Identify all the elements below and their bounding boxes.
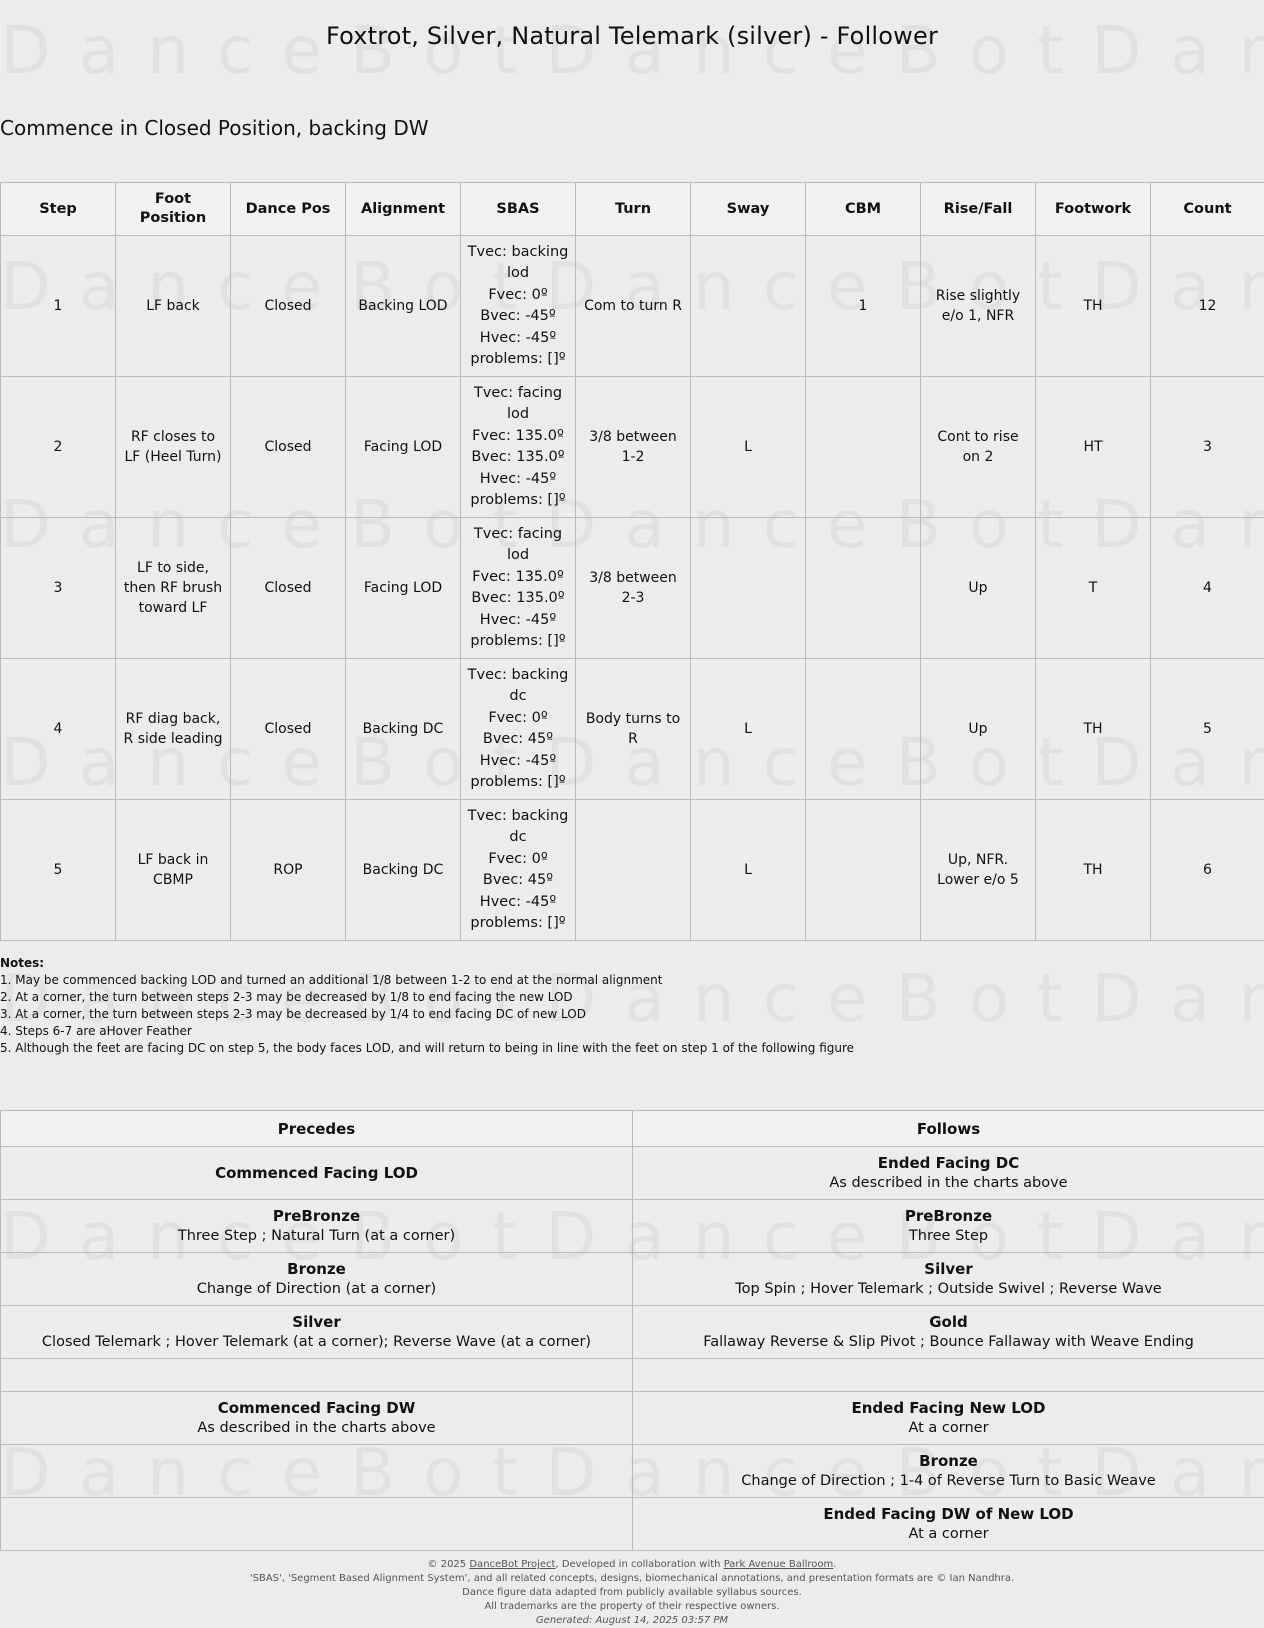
pf-cell-heading: Silver [924,1260,973,1278]
follows-cell [633,1359,1264,1392]
pf-cell-heading: Bronze [919,1452,978,1470]
sbas-line: Bvec: 135.0º [471,590,565,606]
pf-cell-description: Top Spin ; Hover Telemark ; Outside Swivel ; Reverse Wave [735,1281,1162,1297]
footwork-cell: TH [1036,800,1151,941]
dance-pos-cell: Closed [231,236,346,377]
sway-cell: L [691,800,806,941]
alignment-cell: Backing DC [346,659,461,800]
pf-header-row [1,1111,1264,1147]
pf-cell-heading: Ended Facing DC [877,1154,1020,1172]
pf-cell-heading: Commenced Facing DW [217,1399,416,1417]
cbm-cell [806,800,921,941]
col-header-turn: Turn [576,183,691,236]
foot-position-cell: LF back [116,236,231,377]
notes [0,955,1264,1057]
foot-position-cell: LF to side, then RF brush toward LF [116,518,231,659]
footer-line-4: All trademarks are the property of their respective owners. [484,1601,780,1612]
col-header-footwork: Footwork [1036,183,1151,236]
count-cell: 3 [1151,377,1264,518]
count-cell: 4 [1151,518,1264,659]
sbas-line: Tvec: backing lod [467,243,569,281]
sbas-line: Fvec: 0º [488,286,548,303]
sbas-line: problems: []º [470,633,566,649]
sbas-line: Fvec: 0º [488,709,548,726]
sway-cell [691,518,806,659]
pf-cell-description: Fallaway Reverse & Slip Pivot ; Bounce Fallaway with Weave Ending [703,1334,1194,1350]
generated-timestamp: Generated: August 14, 2025 03:57 PM [535,1615,729,1626]
col-header-count: Count [1151,183,1264,236]
col-header-cbm: CBM [806,183,921,236]
col-header-sway: Sway [691,183,806,236]
precedes-cell [1,1392,633,1445]
sbas-line: Bvec: -45º [480,308,556,324]
note-item: 5. Although the feet are facing DC on step 5, the body faces LOD, and will return to being in line with the feet on step 1 of the following figure [0,1041,855,1055]
rise-fall-cell: Cont to rise on 2 [921,377,1036,518]
sbas-line: Hvec: -45º [479,893,557,910]
follows-cell [633,1498,1264,1551]
alignment-cell: Backing LOD [346,236,461,377]
foot-position-cell: RF closes to LF (Heel Turn) [116,377,231,518]
follows-cell [633,1445,1264,1498]
pf-cell-heading: Ended Facing New LOD [851,1399,1046,1417]
pf-cell-description: At a corner [908,1526,989,1542]
pf-cell-description: Three Step [908,1228,989,1244]
turn-cell: Com to turn R [576,236,691,377]
follows-cell [633,1392,1264,1445]
pf-cell-description: Change of Direction ; 1-4 of Reverse Turn to Basic Weave [741,1473,1156,1489]
pf-cell-heading: PreBronze [904,1207,993,1225]
table-row [1,518,1264,659]
pf-row [1,1200,1264,1253]
pf-row [1,1498,1264,1551]
sbas-line: problems: []º [470,915,566,931]
copyright: © 2025 [427,1559,467,1570]
pf-row [1,1392,1264,1445]
step-cell: 5 [1,800,116,941]
footer-line-1 [0,1558,1264,1572]
sbas-line: Hvec: -45º [479,611,557,628]
footer-period: . [833,1559,837,1570]
pf-cell-heading: Silver [292,1313,341,1331]
rise-fall-cell: Rise slightly e/o 1, NFR [921,236,1036,377]
pf-cell-description: As described in the charts above [197,1420,436,1436]
footer [0,1558,1264,1628]
pf-cell-description: Closed Telemark ; Hover Telemark (at a corner); Reverse Wave (at a corner) [41,1334,592,1350]
table-row [1,236,1264,377]
precedes-cell [1,1359,633,1392]
col-header-alignment: Alignment [346,183,461,236]
page-title: Foxtrot, Silver, Natural Telemark (silver) - Follower [325,22,939,50]
cbm-cell [806,377,921,518]
pf-row [1,1147,1264,1200]
rise-fall-cell: Up [921,518,1036,659]
sbas-line: Hvec: -45º [479,752,557,769]
cbm-cell [806,659,921,800]
footer-line-2: 'SBAS', 'Segment Based Alignment System', and all related concepts, designs, biomechanical annotations, and presentation formats are © Ian Nandhra. [249,1573,1015,1584]
sbas-line: Tvec: facing lod [473,384,563,422]
precedes-cell [1,1306,633,1359]
follows-cell [633,1147,1264,1200]
dance-pos-cell: Closed [231,377,346,518]
precedes-cell [1,1253,633,1306]
sbas-cell [461,377,576,518]
pf-cell-heading: Bronze [287,1260,346,1278]
dancebot-project-link[interactable]: DanceBot Project [469,1559,556,1570]
pf-cell-heading: Commenced Facing LOD [215,1164,418,1182]
sbas-line: problems: []º [470,492,566,508]
sbas-line: problems: []º [470,351,566,367]
pf-cell-heading: Ended Facing DW of New LOD [823,1505,1074,1523]
sbas-line: Tvec: backing dc [467,666,569,704]
pf-cell-description: Change of Direction (at a corner) [196,1281,437,1297]
turn-cell: 3/8 between 2-3 [576,518,691,659]
sbas-line: Bvec: 135.0º [471,449,565,465]
note-item: 4. Steps 6-7 are aHover Feather [0,1024,192,1038]
pf-row [1,1445,1264,1498]
count-cell: 6 [1151,800,1264,941]
turn-cell [576,800,691,941]
step-cell: 4 [1,659,116,800]
step-cell: 1 [1,236,116,377]
table-row [1,659,1264,800]
follows-cell [633,1253,1264,1306]
sbas-line: Tvec: backing dc [467,807,569,845]
note-item: 3. At a corner, the turn between steps 2-3 may be decreased by 1/4 to end facing DC of new LOD [0,1007,586,1021]
sbas-line: Tvec: facing lod [473,525,563,563]
pf-cell-description: Three Step ; Natural Turn (at a corner) [177,1228,456,1244]
footwork-cell: T [1036,518,1151,659]
turn-cell: 3/8 between 1-2 [576,377,691,518]
dance-pos-cell: Closed [231,518,346,659]
pf-cell-description: As described in the charts above [829,1175,1068,1191]
footwork-cell: TH [1036,659,1151,800]
pf-cell-heading: PreBronze [272,1207,361,1225]
step-cell: 2 [1,377,116,518]
footwork-cell: TH [1036,236,1151,377]
col-header-precedes: Precedes [1,1111,633,1147]
foot-position-cell: RF diag back, R side leading [116,659,231,800]
precedes-cell [1,1147,633,1200]
note-item: 1. May be commenced backing LOD and turned an additional 1/8 between 1-2 to end at the normal alignment [0,973,663,987]
precedes-cell [1,1200,633,1253]
precedes-cell [1,1445,633,1498]
notes-title: Notes: [0,956,45,970]
pf-cell-heading: Gold [929,1313,968,1331]
sbas-line: Fvec: 0º [488,850,548,867]
sbas-line: Hvec: -45º [479,470,557,487]
dance-pos-cell: Closed [231,659,346,800]
table-row [1,800,1264,941]
follows-cell [633,1306,1264,1359]
sway-cell: L [691,659,806,800]
col-header-rise-fall: Rise/Fall [921,183,1036,236]
follows-cell [633,1200,1264,1253]
pf-row [1,1306,1264,1359]
note-item: 2. At a corner, the turn between steps 2-3 may be decreased by 1/8 to end facing the new LOD [0,990,573,1004]
rise-fall-cell: Up [921,659,1036,800]
sbas-cell [461,236,576,377]
alignment-cell: Backing DC [346,800,461,941]
sbas-cell [461,659,576,800]
developed-text: , Developed in collaboration with [555,1559,721,1570]
alignment-cell: Facing LOD [346,518,461,659]
footer-line-3: Dance figure data adapted from publicly available syllabus sources. [462,1587,802,1598]
col-header-foot-position: Foot Position [116,183,231,236]
step-cell: 3 [1,518,116,659]
cbm-cell [806,518,921,659]
precedes-cell [1,1498,633,1551]
sbas-cell [461,518,576,659]
cbm-cell: 1 [806,236,921,377]
pf-row [1,1253,1264,1306]
col-header-follows: Follows [633,1111,1264,1147]
sbas-cell [461,800,576,941]
sbas-line: problems: []º [470,774,566,790]
precedes-follows-table [0,1110,1264,1551]
foot-position-cell: LF back in CBMP [116,800,231,941]
count-cell: 12 [1151,236,1264,377]
commence-heading: Commence in Closed Position, backing DW [0,116,429,140]
sbas-line: Bvec: 45º [482,872,554,888]
sbas-line: Bvec: 45º [482,731,554,747]
pf-cell-description: At a corner [908,1420,989,1436]
steps-header-row [1,183,1264,236]
steps-table [0,182,1264,941]
rise-fall-cell: Up, NFR. Lower e/o 5 [921,800,1036,941]
alignment-cell: Facing LOD [346,377,461,518]
table-row [1,377,1264,518]
footwork-cell: HT [1036,377,1151,518]
sway-cell [691,236,806,377]
count-cell: 5 [1151,659,1264,800]
sbas-line: Fvec: 135.0º [472,568,564,585]
col-header-dance-pos: Dance Pos [231,183,346,236]
dance-pos-cell: ROP [231,800,346,941]
park-avenue-ballroom-link[interactable]: Park Avenue Ballroom [723,1559,834,1570]
sbas-line: Fvec: 135.0º [472,427,564,444]
sbas-line: Hvec: -45º [479,329,557,346]
pf-row [1,1359,1264,1392]
col-header-step: Step [1,183,116,236]
turn-cell: Body turns to R [576,659,691,800]
sway-cell: L [691,377,806,518]
col-header-sbas: SBAS [461,183,576,236]
